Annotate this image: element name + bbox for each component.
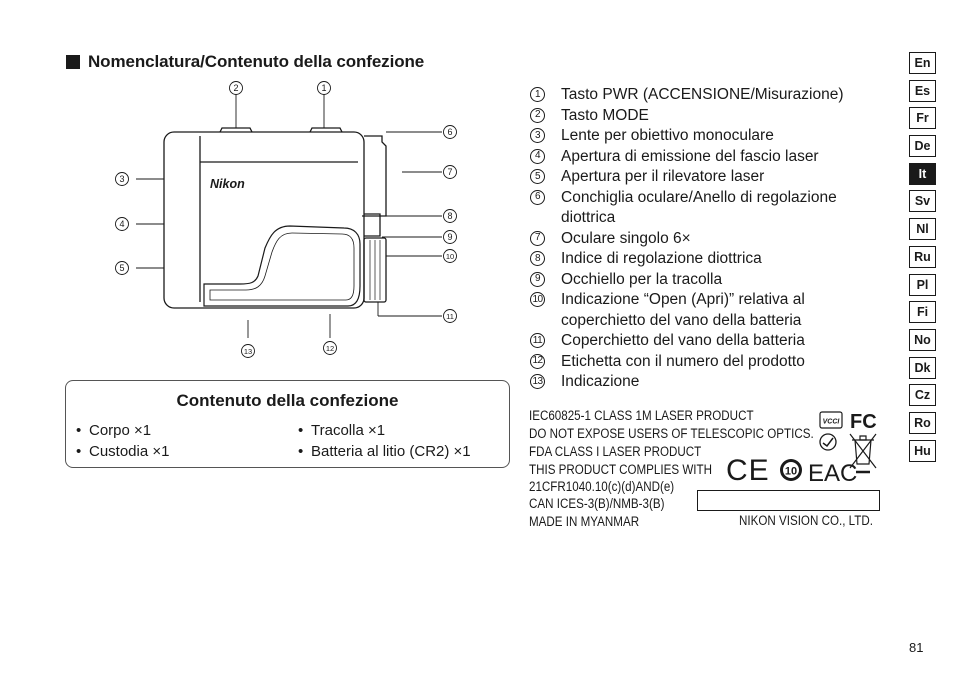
item-number: 10 bbox=[530, 292, 545, 307]
china-rohs-icon bbox=[726, 454, 770, 486]
item-number: 11 bbox=[530, 333, 545, 348]
lang-tab-fi[interactable]: Fi bbox=[909, 301, 936, 323]
lang-tab-sv[interactable]: Sv bbox=[909, 190, 936, 212]
item-number: 5 bbox=[530, 169, 545, 184]
contents-item: • Tracolla ×1 bbox=[298, 420, 471, 441]
item-label: Indice di regolazione diottrica bbox=[561, 250, 762, 267]
item-label: Lente per obiettivo monoculare bbox=[561, 127, 774, 144]
callout-2 bbox=[230, 82, 243, 95]
section-title: Nomenclatura/Contenuto della confezione bbox=[88, 52, 425, 71]
device-body bbox=[164, 132, 364, 308]
callout-9 bbox=[444, 231, 457, 244]
company-name: NIKON VISION CO., LTD. bbox=[739, 513, 873, 528]
rangefinder-diagram bbox=[100, 76, 480, 366]
list-item bbox=[530, 352, 890, 373]
item-number: 4 bbox=[530, 149, 545, 164]
item-number: 9 bbox=[530, 272, 545, 287]
callout-13 bbox=[242, 345, 255, 358]
list-item bbox=[530, 270, 890, 291]
item-number: 2 bbox=[530, 108, 545, 123]
svg-text:3: 3 bbox=[119, 174, 125, 185]
lang-tab-nl[interactable]: Nl bbox=[909, 218, 936, 240]
svg-text:10: 10 bbox=[784, 465, 798, 478]
list-item bbox=[530, 249, 890, 270]
svg-text:11: 11 bbox=[446, 311, 454, 321]
item-label: Indicazione “Open (Apri)” relativa al coperchietto del vano della batteria bbox=[561, 291, 805, 329]
list-item bbox=[530, 85, 890, 106]
svg-text:VCCI: VCCI bbox=[822, 418, 840, 426]
svg-text:12: 12 bbox=[325, 343, 335, 353]
list-item bbox=[530, 290, 890, 331]
label-line: DO NOT EXPOSE USERS OF TELESCOPIC OPTICS. bbox=[529, 426, 814, 441]
callout-6 bbox=[444, 126, 457, 139]
list-item bbox=[530, 331, 890, 352]
svg-text:4: 4 bbox=[119, 219, 125, 230]
heading-square-icon bbox=[66, 55, 80, 69]
item-label: Oculare singolo 6× bbox=[561, 229, 691, 247]
package-contents-box bbox=[65, 380, 510, 468]
callout-12 bbox=[324, 342, 337, 355]
item-label: Occhiello per la tracolla bbox=[561, 270, 723, 288]
rcm-mark-icon bbox=[820, 434, 836, 450]
item-number: 13 bbox=[530, 374, 545, 389]
label-line: IEC60825-1 CLASS 1M LASER PRODUCT bbox=[529, 408, 754, 423]
item-label: Etichetta con il numero del prodotto bbox=[561, 352, 805, 370]
package-contents-title: Contenuto della confezione bbox=[176, 391, 399, 410]
item-number: 8 bbox=[530, 251, 545, 266]
lang-tab-dk[interactable]: Dk bbox=[909, 357, 936, 379]
item-label: Tasto MODE bbox=[561, 106, 649, 124]
language-tabs bbox=[909, 52, 936, 467]
certification-marks bbox=[720, 406, 882, 486]
lang-tab-hu[interactable]: Hu bbox=[909, 440, 936, 462]
lang-tab-ru[interactable]: Ru bbox=[909, 246, 936, 268]
list-item bbox=[530, 167, 890, 188]
list-item bbox=[530, 229, 890, 250]
svg-text:8: 8 bbox=[447, 211, 453, 222]
item-number: 3 bbox=[530, 128, 545, 143]
item-label: Conchiglia oculare/Anello di regolazione diottrica bbox=[561, 188, 837, 226]
item-number: 7 bbox=[530, 231, 545, 246]
section-heading bbox=[66, 52, 424, 72]
lang-tab-ro[interactable]: Ro bbox=[909, 412, 936, 434]
svg-text:13: 13 bbox=[243, 346, 253, 356]
svg-text:CE: CE bbox=[726, 454, 770, 486]
list-item bbox=[530, 188, 890, 229]
eyecup-shape bbox=[362, 136, 386, 216]
callout-11 bbox=[444, 310, 457, 323]
list-item bbox=[530, 147, 890, 168]
callout-1 bbox=[318, 82, 331, 95]
callout-3 bbox=[116, 173, 129, 186]
contents-column-2 bbox=[298, 420, 471, 462]
contents-item: • Batteria al litio (CR2) ×1 bbox=[298, 441, 471, 462]
item-number: 6 bbox=[530, 190, 545, 205]
item-label: Apertura per il rilevatore laser bbox=[561, 168, 765, 185]
contents-item: • Corpo ×1 bbox=[76, 420, 169, 441]
svg-text:7: 7 bbox=[447, 167, 453, 178]
svg-text:10: 10 bbox=[445, 251, 455, 261]
eac-icon: EAC bbox=[808, 460, 858, 486]
list-item bbox=[530, 106, 890, 127]
item-label: Tasto PWR (ACCENSIONE/Misurazione) bbox=[561, 86, 844, 103]
fc-icon: FC bbox=[850, 411, 877, 433]
item-number: 12 bbox=[530, 354, 545, 369]
svg-text:6: 6 bbox=[447, 127, 453, 138]
label-line: FDA CLASS I LASER PRODUCT bbox=[529, 444, 702, 459]
lang-tab-pl[interactable]: Pl bbox=[909, 274, 936, 296]
svg-text:2: 2 bbox=[233, 83, 239, 94]
list-item bbox=[530, 372, 890, 393]
lang-tab-no[interactable]: No bbox=[909, 329, 936, 351]
contents-item: • Custodia ×1 bbox=[76, 441, 169, 462]
product-number-box bbox=[697, 490, 880, 511]
lang-tab-it[interactable]: It bbox=[909, 163, 936, 185]
label-line: 21CFR1040.10(c)(d)AND(e) bbox=[529, 479, 675, 494]
svg-text:1: 1 bbox=[321, 83, 327, 94]
lang-tab-en[interactable]: En bbox=[909, 52, 936, 74]
contents-column-1 bbox=[76, 420, 169, 462]
callout-10 bbox=[444, 250, 457, 263]
lang-tab-cz[interactable]: Cz bbox=[909, 384, 936, 406]
callout-5 bbox=[116, 262, 129, 275]
callout-4 bbox=[116, 218, 129, 231]
label-line: THIS PRODUCT COMPLIES WITH bbox=[529, 462, 712, 477]
callout-7 bbox=[444, 166, 457, 179]
label-line: MADE IN MYANMAR bbox=[529, 514, 640, 529]
lang-tab-de[interactable]: De bbox=[909, 135, 936, 157]
vcci-icon bbox=[820, 412, 842, 428]
item-label: Indicazione bbox=[561, 373, 640, 390]
page-number: 81 bbox=[909, 640, 924, 655]
svg-text:5: 5 bbox=[119, 263, 125, 274]
list-item bbox=[530, 126, 890, 147]
item-label: Apertura di emissione del fascio laser bbox=[561, 147, 819, 165]
svg-text:9: 9 bbox=[447, 232, 453, 243]
label-line: CAN ICES-3(B)/NMB-3(B) bbox=[529, 496, 665, 511]
item-number: 1 bbox=[530, 87, 545, 102]
lang-tab-es[interactable]: Es bbox=[909, 80, 936, 102]
lang-tab-fr[interactable]: Fr bbox=[909, 107, 936, 129]
brand-logo-text: Nikon bbox=[210, 177, 245, 191]
callout-8 bbox=[444, 210, 457, 223]
rohs-10-icon bbox=[780, 459, 802, 481]
item-label: Coperchietto del vano della batteria bbox=[561, 332, 805, 349]
parts-list bbox=[530, 85, 890, 393]
